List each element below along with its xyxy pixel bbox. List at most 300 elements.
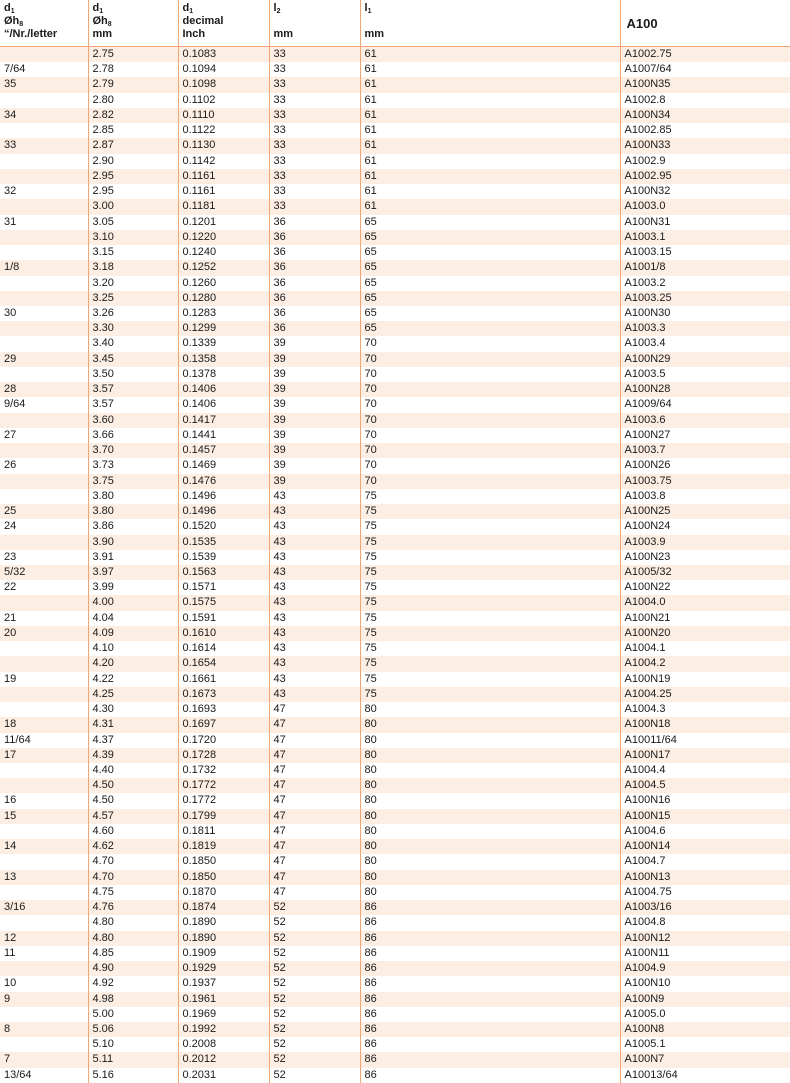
table-row: [0, 733, 790, 748]
cell-nr-letter: [0, 93, 88, 108]
cell-d1-mm: 4.40: [88, 763, 178, 778]
cell-l2-mm: 47: [269, 763, 360, 778]
cell-l2-mm: 47: [269, 839, 360, 854]
cell-l2-mm: 47: [269, 870, 360, 885]
cell-d1-mm: 3.40: [88, 336, 178, 351]
header-d1-inch: $d_1$ decimal Inch: [178, 0, 269, 47]
cell-d1-mm: 2.90: [88, 154, 178, 169]
table-row: [0, 123, 790, 138]
cell-d1-mm: 4.25: [88, 687, 178, 702]
cell-d1-inch: 0.1728: [178, 748, 269, 763]
cell-l2-mm: 33: [269, 77, 360, 92]
table-row: [0, 169, 790, 184]
cell-l1-mm: 61: [360, 199, 620, 214]
cell-l1-mm: 75: [360, 641, 620, 656]
cell-d1-mm: 4.09: [88, 626, 178, 641]
cell-nr-letter: [0, 961, 88, 976]
cell-article-no: A1003.9: [620, 535, 790, 550]
table-row: [0, 946, 790, 961]
cell-nr-letter: [0, 535, 88, 550]
cell-l1-mm: 61: [360, 154, 620, 169]
cell-l2-mm: 39: [269, 458, 360, 473]
cell-nr-letter: [0, 885, 88, 900]
cell-l2-mm: 52: [269, 961, 360, 976]
cell-d1-mm: 3.10: [88, 230, 178, 245]
cell-nr-letter: 5/32: [0, 565, 88, 580]
cell-d1-inch: 0.1697: [178, 717, 269, 732]
cell-d1-inch: 0.1673: [178, 687, 269, 702]
cell-article-no: A1004.5: [620, 778, 790, 793]
cell-d1-inch: 0.1122: [178, 123, 269, 138]
cell-l1-mm: 65: [360, 291, 620, 306]
cell-d1-mm: 3.97: [88, 565, 178, 580]
table-row: [0, 687, 790, 702]
table-row: [0, 382, 790, 397]
cell-l1-mm: 70: [360, 336, 620, 351]
cell-l2-mm: 52: [269, 1022, 360, 1037]
cell-nr-letter: 11: [0, 946, 88, 961]
cell-d1-mm: 4.80: [88, 915, 178, 930]
cell-d1-inch: 0.1339: [178, 336, 269, 351]
cell-d1-mm: 4.90: [88, 961, 178, 976]
cell-l1-mm: 86: [360, 1052, 620, 1067]
cell-article-no: A100N29: [620, 352, 790, 367]
cell-article-no: A100N7: [620, 1052, 790, 1067]
table-row: [0, 77, 790, 92]
cell-l1-mm: 75: [360, 672, 620, 687]
cell-nr-letter: [0, 854, 88, 869]
cell-nr-letter: 32: [0, 184, 88, 199]
table-row: [0, 717, 790, 732]
table-row: [0, 1037, 790, 1052]
cell-d1-inch: 0.1961: [178, 992, 269, 1007]
cell-d1-mm: 4.50: [88, 793, 178, 808]
cell-l2-mm: 33: [269, 199, 360, 214]
cell-l2-mm: 39: [269, 336, 360, 351]
cell-l1-mm: 80: [360, 763, 620, 778]
table-row: [0, 611, 790, 626]
article-series-label: A100: [626, 15, 658, 31]
cell-d1-inch: 0.1890: [178, 931, 269, 946]
cell-article-no: A1004.7: [620, 854, 790, 869]
cell-l1-mm: 86: [360, 900, 620, 915]
cell-d1-mm: 2.87: [88, 138, 178, 153]
cell-article-no: A1003.8: [620, 489, 790, 504]
cell-d1-inch: 0.1850: [178, 854, 269, 869]
table-row: [0, 367, 790, 382]
cell-article-no: A100N30: [620, 306, 790, 321]
cell-nr-letter: 24: [0, 519, 88, 534]
cell-d1-inch: 0.1575: [178, 595, 269, 610]
cell-nr-letter: [0, 291, 88, 306]
cell-article-no: A1004.3: [620, 702, 790, 717]
cell-d1-inch: 0.1406: [178, 382, 269, 397]
cell-l2-mm: 47: [269, 733, 360, 748]
cell-l1-mm: 80: [360, 809, 620, 824]
cell-nr-letter: [0, 276, 88, 291]
cell-d1-inch: 0.1614: [178, 641, 269, 656]
cell-l1-mm: 86: [360, 1022, 620, 1037]
cell-l2-mm: 47: [269, 748, 360, 763]
header-l2: $l_2$ mm: [269, 0, 360, 47]
cell-l2-mm: 39: [269, 413, 360, 428]
cell-l2-mm: 43: [269, 626, 360, 641]
cell-nr-letter: 17: [0, 748, 88, 763]
cell-l1-mm: 80: [360, 793, 620, 808]
cell-d1-inch: 0.1693: [178, 702, 269, 717]
cell-d1-mm: 3.80: [88, 504, 178, 519]
table-row: [0, 763, 790, 778]
table-row: [0, 931, 790, 946]
cell-d1-inch: 0.1874: [178, 900, 269, 915]
cell-article-no: A100N10: [620, 976, 790, 991]
cell-d1-mm: 2.82: [88, 108, 178, 123]
cell-nr-letter: 19: [0, 672, 88, 687]
table-row: [0, 519, 790, 534]
table-row: [0, 1007, 790, 1022]
cell-l1-mm: 86: [360, 915, 620, 930]
cell-nr-letter: 7/64: [0, 62, 88, 77]
cell-d1-mm: 4.85: [88, 946, 178, 961]
cell-l2-mm: 33: [269, 62, 360, 77]
table-row: [0, 961, 790, 976]
cell-d1-mm: 3.80: [88, 489, 178, 504]
cell-article-no: A1003.25: [620, 291, 790, 306]
cell-nr-letter: 16: [0, 793, 88, 808]
cell-nr-letter: [0, 656, 88, 671]
table-row: [0, 397, 790, 412]
cell-nr-letter: 31: [0, 215, 88, 230]
cell-l1-mm: 70: [360, 458, 620, 473]
cell-article-no: A100N28: [620, 382, 790, 397]
cell-article-no: A1004.4: [620, 763, 790, 778]
cell-nr-letter: 10: [0, 976, 88, 991]
table-row: [0, 489, 790, 504]
table-row: [0, 138, 790, 153]
cell-l1-mm: 70: [360, 382, 620, 397]
cell-l2-mm: 52: [269, 946, 360, 961]
cell-article-no: A100N34: [620, 108, 790, 123]
cell-d1-mm: 4.92: [88, 976, 178, 991]
cell-l2-mm: 36: [269, 306, 360, 321]
cell-d1-inch: 0.1661: [178, 672, 269, 687]
cell-d1-inch: 0.1539: [178, 550, 269, 565]
cell-article-no: A100N8: [620, 1022, 790, 1037]
cell-l2-mm: 43: [269, 550, 360, 565]
cell-d1-inch: 0.1378: [178, 367, 269, 382]
cell-d1-mm: 4.04: [88, 611, 178, 626]
cell-article-no: A100N23: [620, 550, 790, 565]
table-row: [0, 458, 790, 473]
cell-nr-letter: [0, 443, 88, 458]
cell-article-no: A100N12: [620, 931, 790, 946]
cell-article-no: A100N13: [620, 870, 790, 885]
cell-d1-inch: 0.1358: [178, 352, 269, 367]
cell-d1-inch: 0.1654: [178, 656, 269, 671]
cell-d1-mm: 4.60: [88, 824, 178, 839]
cell-d1-mm: 4.70: [88, 870, 178, 885]
cell-l1-mm: 70: [360, 428, 620, 443]
cell-d1-inch: 0.1870: [178, 885, 269, 900]
cell-l2-mm: 43: [269, 535, 360, 550]
cell-l1-mm: 80: [360, 733, 620, 748]
cell-article-no: A1005.1: [620, 1037, 790, 1052]
cell-l1-mm: 70: [360, 443, 620, 458]
cell-d1-mm: 5.00: [88, 1007, 178, 1022]
table-row: [0, 748, 790, 763]
cell-nr-letter: [0, 915, 88, 930]
cell-l1-mm: 75: [360, 656, 620, 671]
table-row: [0, 474, 790, 489]
cell-article-no: A1003.15: [620, 245, 790, 260]
cell-d1-mm: 5.11: [88, 1052, 178, 1067]
cell-d1-mm: 3.25: [88, 291, 178, 306]
table-row: [0, 580, 790, 595]
cell-l1-mm: 61: [360, 123, 620, 138]
cell-l2-mm: 52: [269, 1007, 360, 1022]
cell-article-no: A100N17: [620, 748, 790, 763]
cell-l2-mm: 33: [269, 123, 360, 138]
cell-article-no: A1004.2: [620, 656, 790, 671]
table-row: [0, 793, 790, 808]
cell-d1-mm: 4.50: [88, 778, 178, 793]
cell-d1-mm: 4.00: [88, 595, 178, 610]
cell-l2-mm: 36: [269, 215, 360, 230]
cell-d1-inch: 0.1441: [178, 428, 269, 443]
cell-d1-mm: 4.37: [88, 733, 178, 748]
cell-d1-mm: 3.90: [88, 535, 178, 550]
cell-nr-letter: 27: [0, 428, 88, 443]
cell-d1-mm: 3.75: [88, 474, 178, 489]
cell-l1-mm: 80: [360, 824, 620, 839]
cell-nr-letter: [0, 321, 88, 336]
cell-l1-mm: 75: [360, 687, 620, 702]
table-row: [0, 778, 790, 793]
cell-d1-inch: 0.1406: [178, 397, 269, 412]
cell-d1-inch: 0.1161: [178, 169, 269, 184]
table-row: [0, 336, 790, 351]
cell-l2-mm: 39: [269, 367, 360, 382]
cell-article-no: A100N25: [620, 504, 790, 519]
cell-nr-letter: 20: [0, 626, 88, 641]
cell-d1-mm: 4.10: [88, 641, 178, 656]
cell-article-no: A1004.75: [620, 885, 790, 900]
cell-l2-mm: 52: [269, 931, 360, 946]
cell-l2-mm: 39: [269, 382, 360, 397]
cell-l1-mm: 75: [360, 595, 620, 610]
cell-d1-inch: 0.2008: [178, 1037, 269, 1052]
cell-nr-letter: [0, 595, 88, 610]
cell-l2-mm: 36: [269, 260, 360, 275]
cell-l1-mm: 86: [360, 992, 620, 1007]
cell-l1-mm: 61: [360, 184, 620, 199]
cell-l1-mm: 61: [360, 108, 620, 123]
cell-article-no: A1009/64: [620, 397, 790, 412]
cell-d1-inch: 0.1909: [178, 946, 269, 961]
table-row: [0, 1052, 790, 1067]
cell-d1-mm: 5.10: [88, 1037, 178, 1052]
header-l1: $l_1$ mm: [360, 0, 620, 47]
header-d1-nr-letter: $d_1$ $Øh_8$ “/Nr./letter: [0, 0, 88, 47]
cell-d1-mm: 2.80: [88, 93, 178, 108]
table-row: [0, 702, 790, 717]
cell-article-no: A100N33: [620, 138, 790, 153]
cell-d1-inch: 0.1110: [178, 108, 269, 123]
cell-d1-mm: 4.22: [88, 672, 178, 687]
cell-article-no: A1003/16: [620, 900, 790, 915]
table-row: [0, 595, 790, 610]
cell-l2-mm: 43: [269, 504, 360, 519]
cell-nr-letter: 35: [0, 77, 88, 92]
cell-l2-mm: 39: [269, 397, 360, 412]
cell-d1-mm: 4.75: [88, 885, 178, 900]
cell-d1-mm: 3.70: [88, 443, 178, 458]
cell-d1-mm: 3.00: [88, 199, 178, 214]
table-row: [0, 352, 790, 367]
cell-d1-inch: 0.1720: [178, 733, 269, 748]
cell-d1-mm: 2.85: [88, 123, 178, 138]
cell-article-no: A1002.9: [620, 154, 790, 169]
cell-l2-mm: 43: [269, 687, 360, 702]
cell-d1-inch: 0.1476: [178, 474, 269, 489]
cell-d1-mm: 3.05: [88, 215, 178, 230]
cell-d1-inch: 0.1772: [178, 793, 269, 808]
cell-d1-mm: 4.70: [88, 854, 178, 869]
cell-article-no: A1004.8: [620, 915, 790, 930]
cell-l1-mm: 80: [360, 885, 620, 900]
cell-article-no: A100N18: [620, 717, 790, 732]
cell-d1-inch: 0.1280: [178, 291, 269, 306]
cell-l1-mm: 80: [360, 870, 620, 885]
cell-d1-mm: 3.57: [88, 397, 178, 412]
cell-l2-mm: 33: [269, 108, 360, 123]
table-row: [0, 641, 790, 656]
table-row: [0, 992, 790, 1007]
cell-nr-letter: 11/64: [0, 733, 88, 748]
cell-d1-inch: 0.1083: [178, 47, 269, 63]
table-row: [0, 215, 790, 230]
cell-nr-letter: 13: [0, 870, 88, 885]
cell-article-no: A100N27: [620, 428, 790, 443]
cell-l1-mm: 80: [360, 748, 620, 763]
cell-l1-mm: 80: [360, 717, 620, 732]
cell-article-no: A100N31: [620, 215, 790, 230]
cell-article-no: A1004.0: [620, 595, 790, 610]
cell-article-no: A1004.9: [620, 961, 790, 976]
cell-d1-mm: 2.95: [88, 169, 178, 184]
cell-d1-inch: 0.1937: [178, 976, 269, 991]
cell-l1-mm: 65: [360, 230, 620, 245]
cell-nr-letter: 15: [0, 809, 88, 824]
table-row: [0, 870, 790, 885]
cell-l1-mm: 61: [360, 169, 620, 184]
cell-nr-letter: 8: [0, 1022, 88, 1037]
cell-article-no: A1003.7: [620, 443, 790, 458]
cell-nr-letter: [0, 199, 88, 214]
cell-l1-mm: 80: [360, 854, 620, 869]
cell-d1-inch: 0.1496: [178, 489, 269, 504]
cell-d1-inch: 0.1201: [178, 215, 269, 230]
table-row: [0, 1022, 790, 1037]
cell-d1-mm: 4.30: [88, 702, 178, 717]
table-row: [0, 809, 790, 824]
table-row: [0, 291, 790, 306]
cell-nr-letter: 30: [0, 306, 88, 321]
cell-l1-mm: 86: [360, 931, 620, 946]
cell-nr-letter: [0, 778, 88, 793]
cell-l2-mm: 47: [269, 809, 360, 824]
cell-nr-letter: [0, 641, 88, 656]
cell-d1-inch: 0.1811: [178, 824, 269, 839]
cell-nr-letter: 26: [0, 458, 88, 473]
cell-l1-mm: 80: [360, 778, 620, 793]
cell-d1-inch: 0.1520: [178, 519, 269, 534]
cell-l1-mm: 86: [360, 961, 620, 976]
cell-d1-inch: 0.1417: [178, 413, 269, 428]
cell-nr-letter: 33: [0, 138, 88, 153]
cell-nr-letter: [0, 123, 88, 138]
cell-l1-mm: 65: [360, 245, 620, 260]
cell-d1-mm: 3.86: [88, 519, 178, 534]
cell-l1-mm: 61: [360, 138, 620, 153]
cell-d1-inch: 0.1469: [178, 458, 269, 473]
cell-d1-inch: 0.1130: [178, 138, 269, 153]
cell-d1-inch: 0.1535: [178, 535, 269, 550]
cell-article-no: A10011/64: [620, 733, 790, 748]
cell-l2-mm: 43: [269, 656, 360, 671]
cell-d1-inch: 0.1890: [178, 915, 269, 930]
cell-l2-mm: 33: [269, 93, 360, 108]
cell-article-no: A100N26: [620, 458, 790, 473]
cell-l1-mm: 75: [360, 489, 620, 504]
cell-l2-mm: 52: [269, 1068, 360, 1083]
cell-l2-mm: 36: [269, 245, 360, 260]
table-row: [0, 1068, 790, 1083]
cell-l2-mm: 47: [269, 824, 360, 839]
cell-l1-mm: 75: [360, 550, 620, 565]
cell-d1-mm: 3.66: [88, 428, 178, 443]
cell-l2-mm: 43: [269, 595, 360, 610]
cell-d1-mm: 4.80: [88, 931, 178, 946]
cell-article-no: A1004.1: [620, 641, 790, 656]
cell-d1-inch: 0.1161: [178, 184, 269, 199]
cell-l2-mm: 52: [269, 915, 360, 930]
cell-l1-mm: 86: [360, 1007, 620, 1022]
cell-nr-letter: [0, 230, 88, 245]
cell-d1-mm: 2.79: [88, 77, 178, 92]
cell-l2-mm: 43: [269, 565, 360, 580]
cell-l2-mm: 33: [269, 169, 360, 184]
cell-d1-mm: 5.16: [88, 1068, 178, 1083]
table-row: [0, 976, 790, 991]
cell-l1-mm: 70: [360, 352, 620, 367]
cell-d1-inch: 0.1610: [178, 626, 269, 641]
table-row: [0, 321, 790, 336]
cell-nr-letter: 14: [0, 839, 88, 854]
cell-l2-mm: 47: [269, 854, 360, 869]
cell-l1-mm: 80: [360, 702, 620, 717]
cell-d1-mm: 4.98: [88, 992, 178, 1007]
cell-l2-mm: 36: [269, 230, 360, 245]
cell-d1-inch: 0.1732: [178, 763, 269, 778]
cell-article-no: A10013/64: [620, 1068, 790, 1083]
table-row: [0, 626, 790, 641]
cell-l1-mm: 61: [360, 62, 620, 77]
cell-d1-inch: 0.1181: [178, 199, 269, 214]
cell-l1-mm: 61: [360, 77, 620, 92]
cell-article-no: A1003.6: [620, 413, 790, 428]
cell-d1-mm: 3.15: [88, 245, 178, 260]
